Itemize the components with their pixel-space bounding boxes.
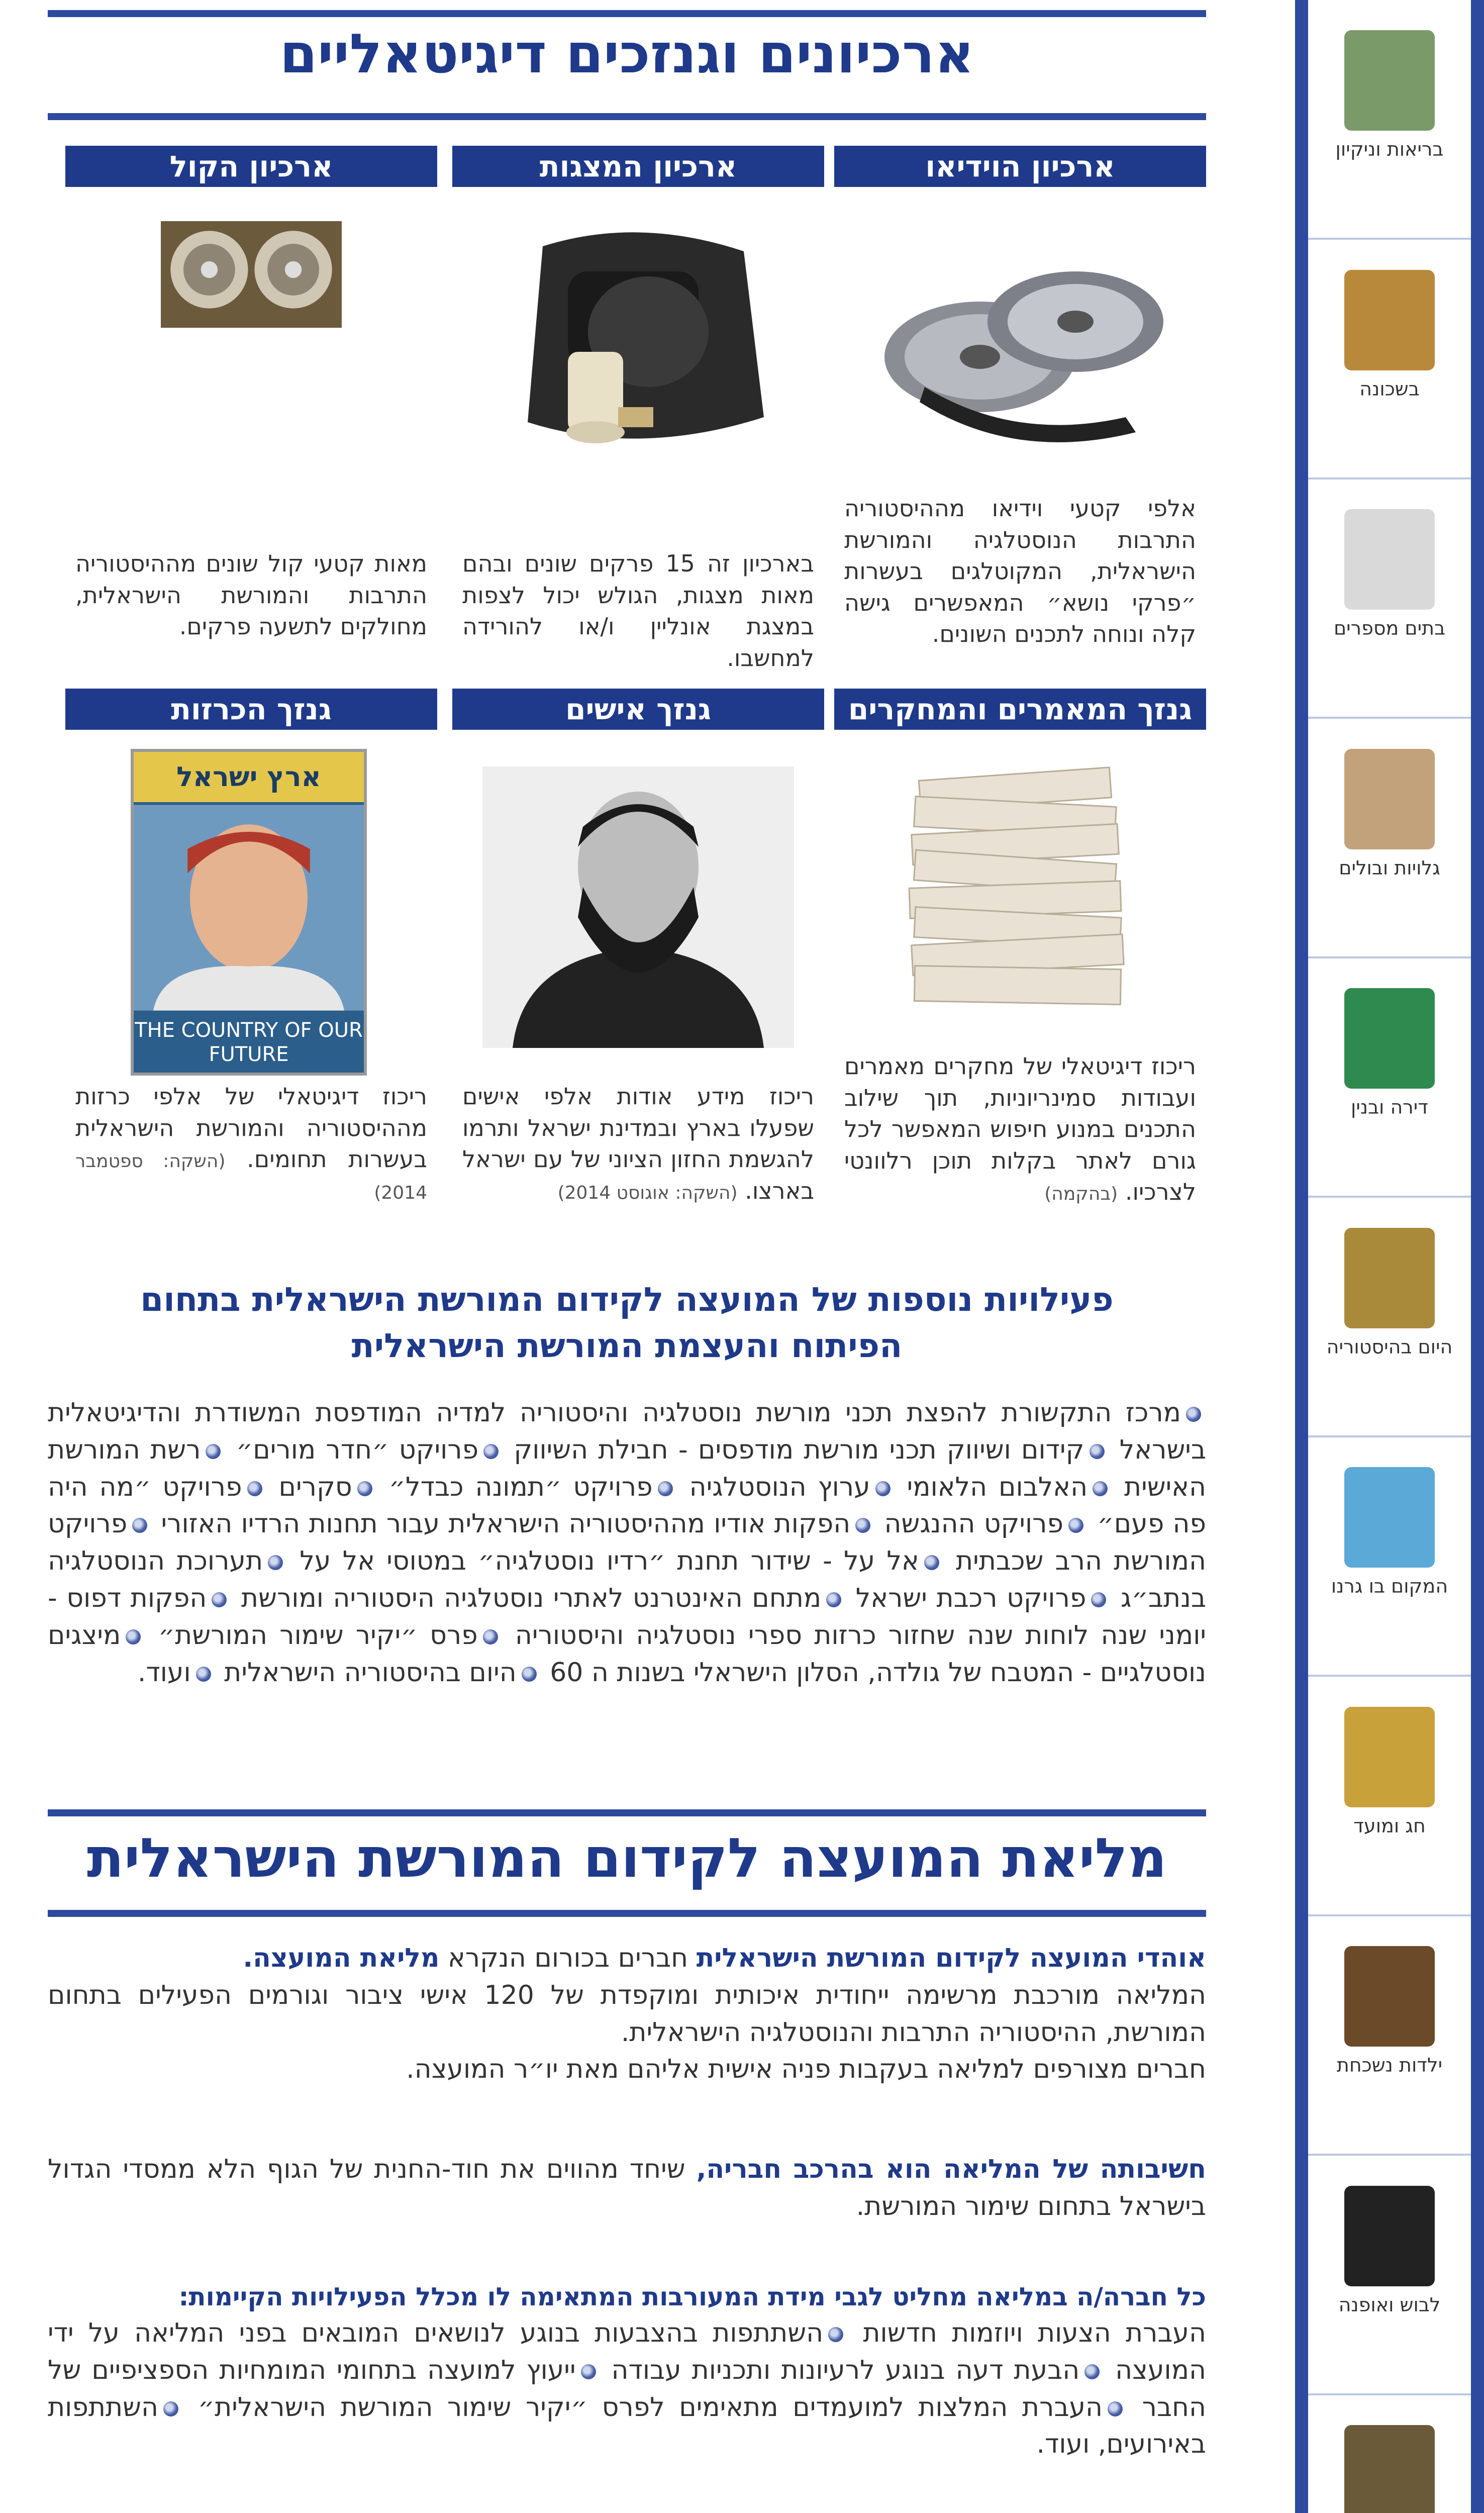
activity-item: פרויקט ״מה היה פה פעם״ xyxy=(48,1472,1206,1539)
involvement-item: העברת המלצות למועמדים מתאימים לפרס ״יקיר שימור המורשת הישראלית״ xyxy=(183,2392,1103,2423)
card-text-main: ריכוז דיגיטאלי של אלפי כרזות מההיסטוריה והמורשת הישראלית בעשרות תחומים. xyxy=(75,1083,428,1173)
card-video-archive[interactable] xyxy=(834,146,1206,658)
bullet-icon xyxy=(875,1481,891,1496)
activity-item: האלבום הלאומי xyxy=(895,1472,1088,1502)
bullet-icon xyxy=(196,1667,211,1682)
activity-item: קידום ושיווק תכני מורשת מודפסים - חבילת השיווק xyxy=(504,1434,1084,1465)
activity-item: ערוץ הנוסטלגיה xyxy=(677,1472,870,1502)
plenum-involvement-items xyxy=(48,2315,1206,2463)
sidebar-rail-left xyxy=(1295,0,1308,2513)
activities-title-line1: פעילויות נוספות של המועצה לקידום המורשת הישראלית בתחום xyxy=(140,1280,1114,1319)
hot-water-bottle-icon xyxy=(1344,30,1435,131)
card-audio-archive[interactable] xyxy=(65,146,437,658)
plenum-p1-rest: חברים בכורום הנקרא xyxy=(448,1943,688,1973)
card-text: אלפי קטעי וידיאו מההיסטוריה התרבות הנוסטלגיה והמורשת הישראלית, המקוטלגים בעשרות ״פרקי נושא״ המאפשרים גישה קלה ונוחה לתכנים השונים. xyxy=(844,495,1196,648)
category-sidebar xyxy=(1285,0,1484,2513)
sidebar-item-label: חג ומועד xyxy=(1353,1815,1426,1837)
involvement-item: ייעוץ למועצה בתחומי המומחיות הספציפיים של החבר xyxy=(48,2355,1206,2423)
card-people-repository[interactable] xyxy=(452,689,824,1221)
stamp-icon xyxy=(1344,749,1435,849)
plenum-p3: חברים מצורפים למליאה בעקבות פניה אישית אליהם מאת יו״ר המועצה. xyxy=(406,2054,1206,2085)
sidebar-item[interactable] xyxy=(1308,1677,1471,1916)
sidebar-item[interactable] xyxy=(1308,719,1471,958)
plenum-involvement xyxy=(48,2279,1206,2463)
poster-figure xyxy=(134,802,364,1013)
herzl-portrait-image xyxy=(482,754,794,1060)
plenum-p2: המליאה מורכבת מרשימה ייחודית איכותית ומוקפדת של 120 אישי ציבור וגורמים הפעילים בתחום המורשת, ההיסטוריה התרבות והנוסטלגיה הישראלית. xyxy=(48,1980,1206,2048)
activity-item: הפקות דפוס - יומני שנה לוחות שנה שחזור כרזות ספרי נוסטלגיה והיסטוריה xyxy=(48,1583,1206,1651)
card-heading: גנזך המאמרים והמחקרים xyxy=(834,689,1206,730)
card-heading: גנזך אישים xyxy=(452,689,824,730)
plenum-intro xyxy=(48,1940,1206,2088)
card-heading: ארכיון הקול xyxy=(65,146,437,187)
card-text xyxy=(844,1050,1196,1208)
bullet-icon xyxy=(828,2327,843,2342)
bullet-icon xyxy=(1091,1592,1106,1607)
projector-image xyxy=(482,206,794,488)
poster-image xyxy=(131,749,367,1076)
sidebar-item[interactable] xyxy=(1308,1198,1471,1437)
plenum-importance xyxy=(48,2151,1206,2226)
bullet-icon xyxy=(268,1555,283,1570)
card-text: מאות קטעי קול שונים מההיסטוריה התרבות והמורשת הישראלית, מחולקים לתשעה פרקים. xyxy=(75,550,427,640)
sidebar-rail-right xyxy=(1471,0,1484,2513)
sidebar-item[interactable] xyxy=(1308,2156,1471,2395)
activity-item: ועוד. xyxy=(137,1657,191,1688)
activity-item: פרויקט ״חדר מורים״ xyxy=(226,1434,479,1465)
film-reels-image xyxy=(864,206,1176,488)
bullet-icon xyxy=(1068,1518,1083,1533)
bullet-icon xyxy=(483,1629,498,1645)
sidebar-item-label: המקום בו גרנו xyxy=(1331,1575,1448,1597)
sidebar-item[interactable] xyxy=(1308,2395,1471,2513)
activity-item: מתחם האינטרנט לאתרי נוסטלגיה היסטוריה ומורשת xyxy=(232,1583,822,1614)
bullet-icon xyxy=(163,2401,178,2417)
sidebar-item[interactable] xyxy=(1308,240,1471,479)
bullet-icon xyxy=(126,1629,141,1645)
activity-item: מרכז התקשורת להפצת תכני מורשת נוסטלגיה והיסטוריה למדיה המודפסת המשודרת והדיגיטאלית בישראל xyxy=(48,1398,1207,1465)
card-posters-repository[interactable] xyxy=(65,689,437,1221)
plenum-bottom-divider xyxy=(48,1910,1206,1917)
card-text xyxy=(462,1081,814,1206)
gramophone-icon xyxy=(1344,2425,1435,2513)
involvement-item: הבעת דעה בנוגע לרעיונות ותכניות עבודה xyxy=(601,2355,1080,2385)
ata-logo-icon xyxy=(1344,2186,1435,2286)
building-icon xyxy=(1344,509,1435,610)
card-note: (השקה: אוגוסט 2014) xyxy=(557,1182,738,1203)
activity-item: רשת המורשת האישית xyxy=(48,1434,1207,1502)
poster-bottom-text: THE COUNTRY OF OUR FUTURE xyxy=(134,1015,364,1071)
bullet-icon xyxy=(1090,1444,1105,1459)
sidebar-item[interactable] xyxy=(1308,1916,1471,2156)
plenum-p1 xyxy=(48,1940,1206,1977)
card-heading: ארכיון הוידיאו xyxy=(834,146,1206,187)
sidebar-item-label: בריאות וניקיון xyxy=(1335,138,1444,160)
plenum-p4-rest: שיחד מהווים את חוד-החנית של הגוף הלא ממסדי הגדול בישראל בתחום שימור המורשת. xyxy=(48,2154,1206,2221)
sidebar-item-label: גלויות ובולים xyxy=(1339,857,1440,879)
sidebar-item-label: ילדות נשכחת xyxy=(1336,2054,1443,2076)
newspaper-stack-image xyxy=(864,754,1176,1035)
bullet-icon xyxy=(357,1481,372,1496)
sidebar-item[interactable] xyxy=(1308,479,1471,719)
plenum-p1-bold: אוהדי המועצה לקידום המורשת הישראלית xyxy=(696,1943,1206,1973)
sidebar-item-label: דירה ובנין xyxy=(1351,1096,1428,1118)
plenum-p4-bold: חשיבותה של המליאה הוא בהרכב חבריה, xyxy=(696,2154,1207,2184)
bullet-icon xyxy=(206,1444,221,1459)
bullet-icon xyxy=(483,1444,499,1459)
activities-list xyxy=(48,1395,1206,1692)
activities-title xyxy=(48,1277,1206,1370)
plenum-p5-bold: כל חברה/ה במליאה מחליט לגבי מידת המעורבות המתאימה לו מכלל הפעילויות הקיימות: xyxy=(178,2282,1206,2311)
card-text-main: ריכוז מידע אודות אלפי אישים שפעלו בארץ ובמדינת ישראל ותרמו להגשמת החזון הציוני של עם ישראל בארצו. xyxy=(462,1083,814,1204)
bullet-icon xyxy=(132,1518,147,1533)
calendar-icon xyxy=(1344,1228,1435,1328)
poster-top-text: ארץ ישראל xyxy=(134,752,364,802)
involvement-item: השתתפות באירועים, ועוד. xyxy=(48,2392,1206,2460)
card-text xyxy=(75,1081,427,1206)
bullet-icon xyxy=(1084,2364,1100,2379)
plenum-p1-bold2: מליאת המועצה. xyxy=(243,1943,440,1973)
bullet-icon xyxy=(924,1555,939,1570)
sidebar-item-label: לבוש ואופנה xyxy=(1338,2294,1441,2316)
activity-item: מיצגים נוסטלגיים - המטבח של גולדה, הסלון הישראלי בשנות ה 60 xyxy=(48,1620,1206,1688)
sidebar-item[interactable] xyxy=(1308,0,1471,240)
bullet-icon xyxy=(247,1481,262,1496)
bullet-icon xyxy=(826,1592,841,1607)
activity-item: היום בהיסטוריה הישראלית xyxy=(216,1657,517,1688)
bullet-icon xyxy=(1186,1407,1201,1422)
bullet-icon xyxy=(581,2364,596,2379)
activity-item: פרויקט רכבת ישראל xyxy=(846,1583,1086,1614)
bullet-icon xyxy=(522,1667,537,1682)
activity-item: תערוכת הנוסטלגיה בנתב״ג xyxy=(48,1546,1207,1614)
bullet-icon xyxy=(1108,2401,1123,2417)
card-note: (בהקמה) xyxy=(1044,1184,1118,1205)
card-presentations-archive[interactable] xyxy=(452,146,824,671)
sidebar-item[interactable] xyxy=(1308,958,1471,1198)
activity-item: פרויקט ״תמונה כבדל״ xyxy=(377,1472,653,1502)
activity-item: פרויקט המורשת הרב שכבתית xyxy=(48,1509,1206,1577)
card-text: בארכיון זה 15 פרקים שונים ובהם מאות מצגות, הגולש יכול לצפות במצגת אונליין ו/או להורידה למחשבו. xyxy=(462,550,814,671)
activity-item: סקרים xyxy=(267,1472,352,1502)
involvement-item: העברת הצעות ויוזמות חדשות xyxy=(848,2318,1207,2348)
top-divider xyxy=(48,10,1206,17)
plenum-top-divider xyxy=(48,1809,1206,1816)
sidebar-item-label: היום בהיסטוריה xyxy=(1326,1336,1453,1358)
bullet-icon xyxy=(658,1481,673,1496)
bullet-icon xyxy=(855,1518,870,1533)
menorah-icon xyxy=(1344,1707,1435,1807)
sidebar-item[interactable] xyxy=(1308,1437,1471,1677)
card-articles-repository[interactable] xyxy=(834,689,1206,1221)
card-text-main: ריכוז דיגיטאלי של מחקרים מאמרים ועבודות סמינריוניות, תוך שילוב התכנים במנוע חיפוש המאפשר לכל גורם לאתר בקלות תוכן רלוונטי לצרכיו. xyxy=(844,1052,1196,1206)
activity-item: פרס ״יקיר שימור המורשת״ xyxy=(146,1620,478,1651)
activity-item: הפקות אודיו מההיסטוריה הישראלית עבור תחנות הרדיו האזורי xyxy=(152,1509,851,1539)
card-heading: ארכיון המצגות xyxy=(452,146,824,187)
tape-reels-image xyxy=(95,221,407,402)
card-heading: גנזך הכרזות xyxy=(65,689,437,730)
booklet-icon xyxy=(1344,1467,1435,1568)
activity-item: פרויקט ההנגשה xyxy=(875,1509,1063,1539)
school-bag-icon xyxy=(1344,1946,1435,2047)
involvement-item: השתתפות בהצבעות בנוגע לנושאים המובאים בפני המליאה על ידי המועצה xyxy=(48,2318,1206,2385)
page-title: ארכיונים וגנזכים דיגיטאליים xyxy=(279,23,974,85)
plenum-title: מליאת המועצה לקידום המורשת הישראלית xyxy=(86,1827,1167,1890)
title-divider xyxy=(48,113,1206,120)
sidebar-item-label: בשכונה xyxy=(1359,378,1420,400)
bullet-icon xyxy=(1093,1481,1108,1496)
card-note: (השקה: ספטמבר 2014) xyxy=(75,1151,427,1203)
activity-item: אל על - שידור תחנת ״רדיו נוסטלגיה״ במטוסי אל על xyxy=(288,1546,919,1577)
sidebar-item-label: בתים מספרים xyxy=(1333,617,1446,639)
bullet-icon xyxy=(212,1592,227,1607)
sidebar-list xyxy=(1308,0,1471,2513)
jerrycan-icon xyxy=(1344,270,1435,370)
activities-title-line2: הפיתוח והעצמת המורשת הישראלית xyxy=(351,1326,903,1366)
mailbox-icon xyxy=(1344,988,1435,1089)
